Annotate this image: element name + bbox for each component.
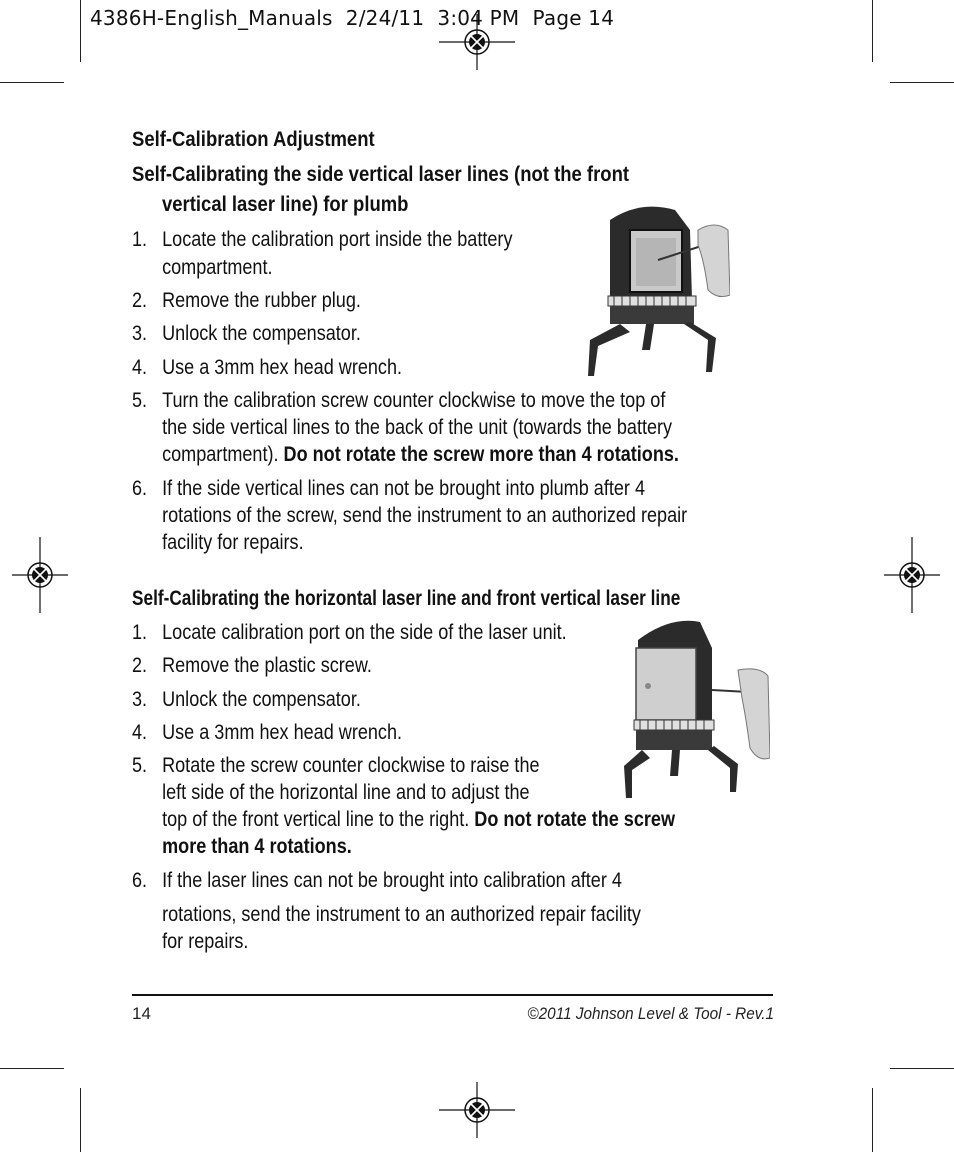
step-text: the side vertical lines to the back of the unit (towards the battery bbox=[162, 416, 673, 439]
crop-mark-icon bbox=[80, 0, 81, 62]
step-number: 4. bbox=[132, 721, 148, 744]
step-text: If the laser lines can not be brought into calibration after 4 bbox=[162, 869, 622, 892]
crop-mark-icon bbox=[872, 1088, 873, 1152]
step-number: 6. bbox=[132, 477, 148, 500]
step-text: compartment. bbox=[162, 256, 273, 279]
step-text: facility for repairs. bbox=[162, 531, 304, 554]
step-number: 5. bbox=[132, 389, 148, 412]
step-text: Use a 3mm hex head wrench. bbox=[162, 356, 403, 379]
step-text: Locate the calibration port inside the battery bbox=[162, 228, 513, 251]
section-title: Self-Calibration Adjustment bbox=[132, 128, 375, 151]
step-number: 2. bbox=[132, 654, 148, 677]
warning-text: Do not rotate the screw bbox=[474, 808, 676, 831]
step-text: rotations, send the instrument to an authorized repair facility bbox=[162, 903, 641, 926]
footer-rule bbox=[132, 994, 773, 996]
step-text: for repairs. bbox=[162, 930, 249, 953]
step-text: Rotate the screw counter clockwise to raise the bbox=[162, 754, 540, 777]
section1-heading-line1: Self-Calibrating the side vertical laser lines (not the front bbox=[132, 163, 630, 186]
laser-unit-battery-port-photo bbox=[580, 200, 730, 380]
step-number: 2. bbox=[132, 289, 148, 312]
registration-mark-icon bbox=[437, 2, 517, 82]
section2-heading: Self-Calibrating the horizontal laser line and front vertical laser line bbox=[132, 587, 681, 610]
section1-heading-line2: vertical laser line) for plumb bbox=[162, 193, 409, 216]
step-text bbox=[162, 806, 675, 833]
page-number: 14 bbox=[132, 1004, 151, 1023]
warning-text: Do not rotate the screw more than 4 rotations. bbox=[283, 443, 679, 466]
step-text bbox=[162, 441, 679, 468]
step-text: Unlock the compensator. bbox=[162, 322, 361, 345]
step-text: left side of the horizontal line and to adjust the bbox=[162, 781, 530, 804]
registration-mark-icon bbox=[872, 535, 952, 615]
step-text: Use a 3mm hex head wrench. bbox=[162, 721, 403, 744]
step-number: 1. bbox=[132, 228, 148, 251]
laser-unit-side-port-photo bbox=[620, 618, 770, 803]
crop-mark-icon bbox=[890, 82, 954, 83]
step-text-normal: top of the front vertical line to the right. bbox=[162, 808, 475, 831]
step-text: Unlock the compensator. bbox=[162, 688, 361, 711]
step-text: Turn the calibration screw counter clockwise to move the top of bbox=[162, 389, 666, 412]
crop-mark-icon bbox=[0, 82, 64, 83]
printer-slug-line: 4386H-English_Manuals 2/24/11 3:04 PM Page 14 bbox=[90, 6, 615, 30]
step-text-normal: compartment). bbox=[162, 443, 284, 466]
crop-mark-icon bbox=[0, 1068, 64, 1069]
step-number: 4. bbox=[132, 356, 148, 379]
step-number: 3. bbox=[132, 322, 148, 345]
crop-mark-icon bbox=[872, 0, 873, 62]
step-text: Locate calibration port on the side of the laser unit. bbox=[162, 621, 567, 644]
registration-mark-icon bbox=[437, 1070, 517, 1150]
step-number: 1. bbox=[132, 621, 148, 644]
copyright-text: ©2011 Johnson Level & Tool - Rev.1 bbox=[527, 1004, 774, 1023]
step-text: If the side vertical lines can not be brought into plumb after 4 bbox=[162, 477, 645, 500]
step-number: 6. bbox=[132, 869, 148, 892]
step-text: rotations of the screw, send the instrument to an authorized repair bbox=[162, 504, 688, 527]
step-text: Remove the rubber plug. bbox=[162, 289, 361, 312]
crop-mark-icon bbox=[80, 1088, 81, 1152]
step-number: 3. bbox=[132, 688, 148, 711]
warning-text: more than 4 rotations. bbox=[162, 835, 352, 858]
step-number: 5. bbox=[132, 754, 148, 777]
step-text: Remove the plastic screw. bbox=[162, 654, 372, 677]
crop-mark-icon bbox=[890, 1068, 954, 1069]
registration-mark-icon bbox=[0, 535, 80, 615]
